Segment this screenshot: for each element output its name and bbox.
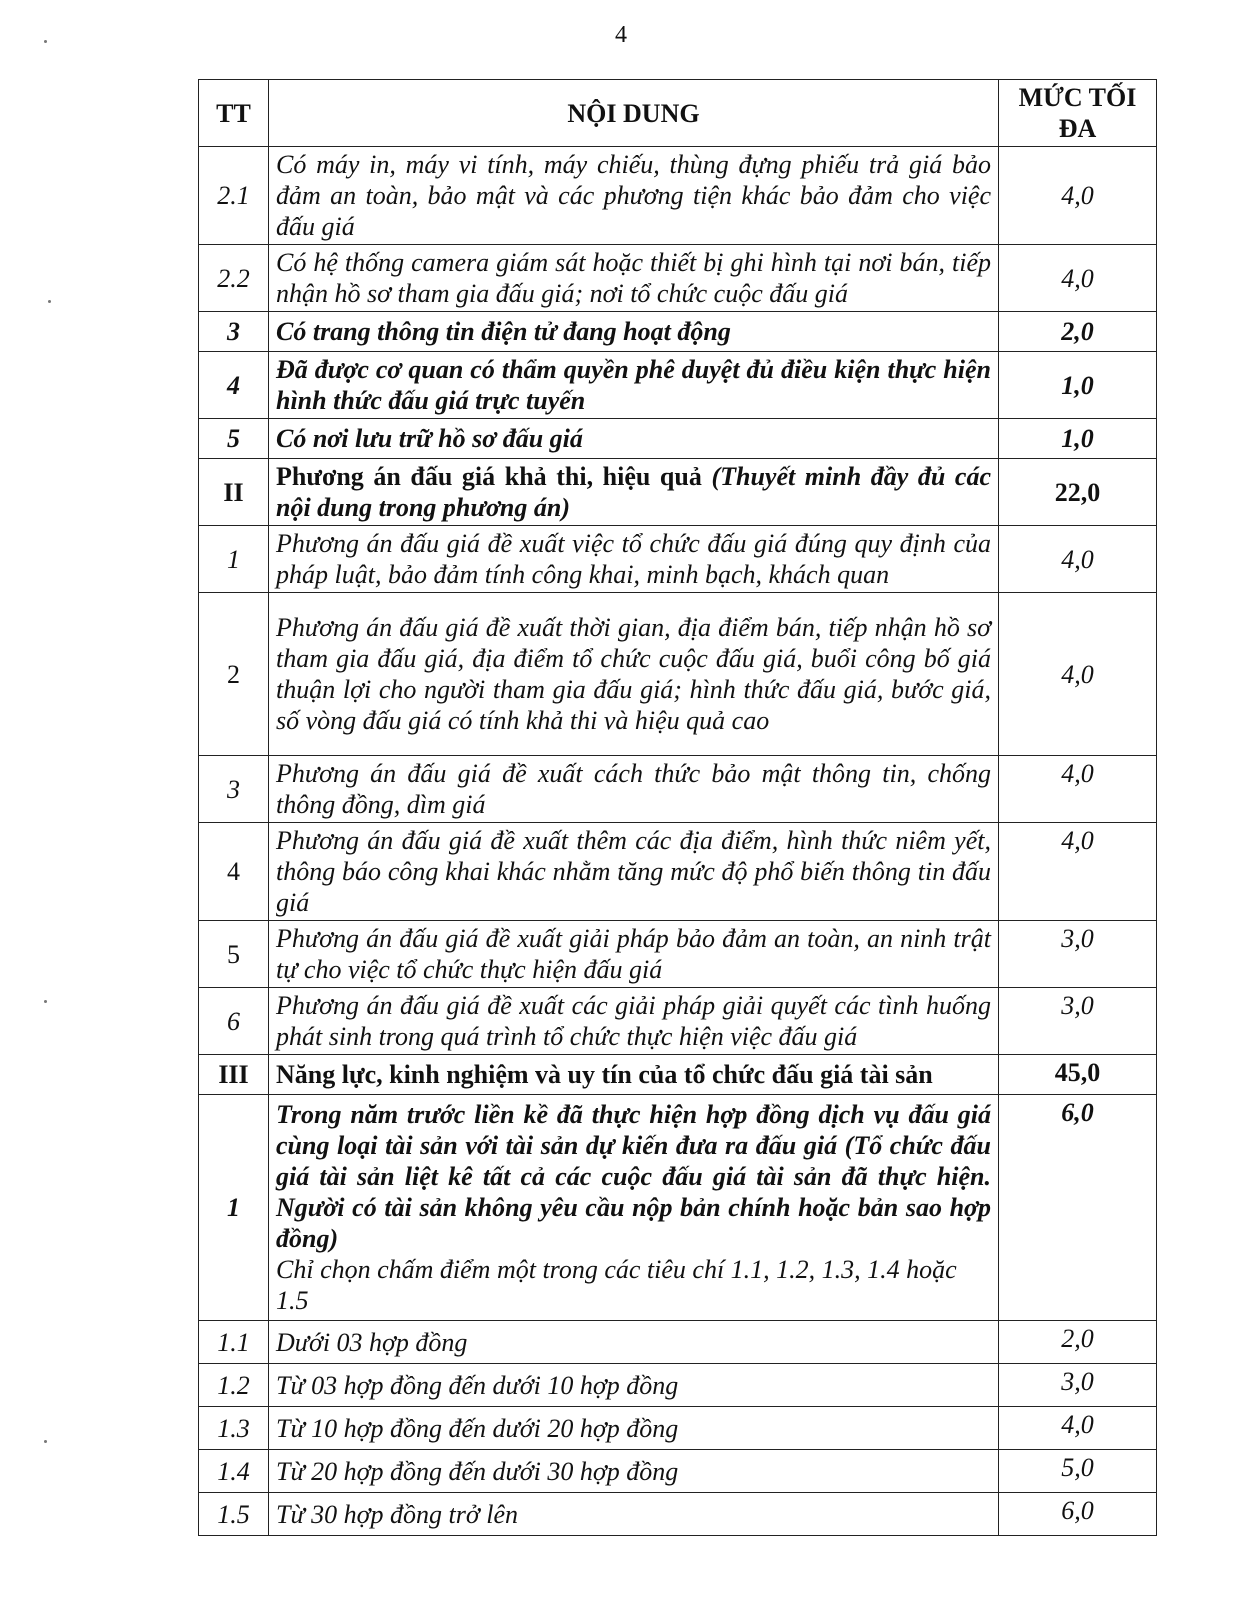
criterion-note: Chỉ chọn chấm điểm một trong các tiêu chí 1.1, 1.2, 1.3, 1.4 hoặc 1.5	[276, 1255, 957, 1315]
row-max-score: 3,0	[999, 1364, 1157, 1407]
table-row	[199, 988, 1157, 1055]
section-max-score: 22,0	[999, 459, 1157, 526]
row-content: Đã được cơ quan có thẩm quyền phê duyệt đủ điều kiện thực hiện hình thức đấu giá trực tuyến	[269, 352, 999, 419]
row-number: 1.3	[199, 1407, 269, 1450]
row-number: 1	[199, 1095, 269, 1321]
table-row	[199, 921, 1157, 988]
row-max-score: 2,0	[999, 312, 1157, 352]
page-number: 4	[615, 22, 627, 48]
table-row	[199, 593, 1157, 756]
scan-speck	[44, 1000, 47, 1003]
row-number: 1.5	[199, 1493, 269, 1536]
section-title: Phương án đấu giá khả thi, hiệu quả	[276, 462, 712, 491]
row-max-score: 4,0	[999, 245, 1157, 312]
row-max-score: 2,0	[999, 1321, 1157, 1364]
row-max-score: 4,0	[999, 593, 1157, 756]
row-number: 6	[199, 988, 269, 1055]
table-row	[199, 245, 1157, 312]
row-content: Phương án đấu giá đề xuất thời gian, địa điểm bán, tiếp nhận hồ sơ tham gia đấu giá, địa điểm tổ chức cuộc đấu giá, buổi công bố giá thuận lợi cho người tham gia đấu giá; hình thức đấu giá, bước giá, số vòng đấu giá có tính khả thi và hiệu quả cao	[269, 593, 999, 756]
row-max-score: 5,0	[999, 1450, 1157, 1493]
row-max-score: 4,0	[999, 1407, 1157, 1450]
row-number: 3	[199, 312, 269, 352]
row-number: 1	[199, 526, 269, 593]
scan-speck	[44, 40, 47, 43]
row-max-score: 3,0	[999, 921, 1157, 988]
row-number: 4	[199, 352, 269, 419]
section-note: (Thuyết minh đầy đủ các nội dung trong phương án)	[276, 462, 991, 522]
section-max-score: 45,0	[999, 1055, 1157, 1095]
table-row	[199, 147, 1157, 245]
row-content: Có hệ thống camera giám sát hoặc thiết bị ghi hình tại nơi bán, tiếp nhận hồ sơ tham gia đấu giá; nơi tổ chức cuộc đấu giá	[269, 245, 999, 312]
header-row	[199, 80, 1157, 147]
table-row	[199, 1095, 1157, 1321]
row-content: Từ 30 hợp đồng trở lên	[269, 1493, 999, 1536]
scoring-table	[198, 79, 1157, 1536]
table-row	[199, 526, 1157, 593]
header-tt: TT	[199, 80, 269, 147]
section-row	[199, 459, 1157, 526]
row-max-score: 4,0	[999, 756, 1157, 823]
row-content: Phương án đấu giá đề xuất việc tổ chức đấu giá đúng quy định của pháp luật, bảo đảm tính công khai, minh bạch, khách quan	[269, 526, 999, 593]
section-number: III	[199, 1055, 269, 1095]
row-max-score: 4,0	[999, 823, 1157, 921]
table-row	[199, 756, 1157, 823]
row-number: 2.1	[199, 147, 269, 245]
table-row	[199, 419, 1157, 459]
table-row	[199, 1450, 1157, 1493]
row-content: Dưới 03 hợp đồng	[269, 1321, 999, 1364]
row-content: Có trang thông tin điện tử đang hoạt động	[269, 312, 999, 352]
row-number: 1.1	[199, 1321, 269, 1364]
scan-speck	[44, 1440, 47, 1443]
row-max-score: 6,0	[999, 1493, 1157, 1536]
row-content: Từ 10 hợp đồng đến dưới 20 hợp đồng	[269, 1407, 999, 1450]
row-number: 1.2	[199, 1364, 269, 1407]
section-row	[199, 1055, 1157, 1095]
section-number: II	[199, 459, 269, 526]
table-row	[199, 1493, 1157, 1536]
table-row	[199, 1364, 1157, 1407]
row-max-score: 4,0	[999, 147, 1157, 245]
table-row	[199, 352, 1157, 419]
scan-speck	[48, 300, 51, 303]
row-content: Phương án đấu giá đề xuất thêm các địa điểm, hình thức niêm yết, thông báo công khai khác nhằm tăng mức độ phổ biến thông tin đấu giá	[269, 823, 999, 921]
header-max: MỨC TỐI ĐA	[999, 80, 1157, 147]
row-number: 2	[199, 593, 269, 756]
row-number: 1.4	[199, 1450, 269, 1493]
row-max-score: 3,0	[999, 988, 1157, 1055]
row-content: Phương án đấu giá đề xuất các giải pháp giải quyết các tình huống phát sinh trong quá trình tổ chức thực hiện việc đấu giá	[269, 988, 999, 1055]
row-content: Phương án đấu giá đề xuất cách thức bảo mật thông tin, chống thông đồng, dìm giá	[269, 756, 999, 823]
row-content	[269, 1095, 999, 1321]
table-row	[199, 1407, 1157, 1450]
row-max-score: 4,0	[999, 526, 1157, 593]
row-content: Phương án đấu giá đề xuất giải pháp bảo đảm an toàn, an ninh trật tự cho việc tổ chức thực hiện đấu giá	[269, 921, 999, 988]
table-row	[199, 823, 1157, 921]
row-number: 4	[199, 823, 269, 921]
criterion-text: Trong năm trước liền kề đã thực hiện hợp đồng dịch vụ đấu giá cùng loại tài sản với tài sản dự kiến đưa ra đấu giá (Tổ chức đấu giá tài sản liệt kê tất cả các cuộc đấu giá tài sản đã thực hiện. Người có tài sản không yêu cầu nộp bản chính hoặc bản sao hợp đồng)	[276, 1100, 991, 1253]
row-content: Từ 20 hợp đồng đến dưới 30 hợp đồng	[269, 1450, 999, 1493]
row-max-score: 1,0	[999, 419, 1157, 459]
row-number: 5	[199, 921, 269, 988]
row-number: 2.2	[199, 245, 269, 312]
row-max-score: 1,0	[999, 352, 1157, 419]
row-content: Có nơi lưu trữ hồ sơ đấu giá	[269, 419, 999, 459]
row-number: 5	[199, 419, 269, 459]
table-row	[199, 1321, 1157, 1364]
row-content: Có máy in, máy vi tính, máy chiếu, thùng đựng phiếu trả giá bảo đảm an toàn, bảo mật và các phương tiện khác bảo đảm cho việc đấu giá	[269, 147, 999, 245]
section-content: Năng lực, kinh nghiệm và uy tín của tổ chức đấu giá tài sản	[269, 1055, 999, 1095]
section-content	[269, 459, 999, 526]
header-content: NỘI DUNG	[269, 80, 999, 147]
row-max-score: 6,0	[999, 1095, 1157, 1321]
row-number: 3	[199, 756, 269, 823]
row-content: Từ 03 hợp đồng đến dưới 10 hợp đồng	[269, 1364, 999, 1407]
table-row	[199, 312, 1157, 352]
